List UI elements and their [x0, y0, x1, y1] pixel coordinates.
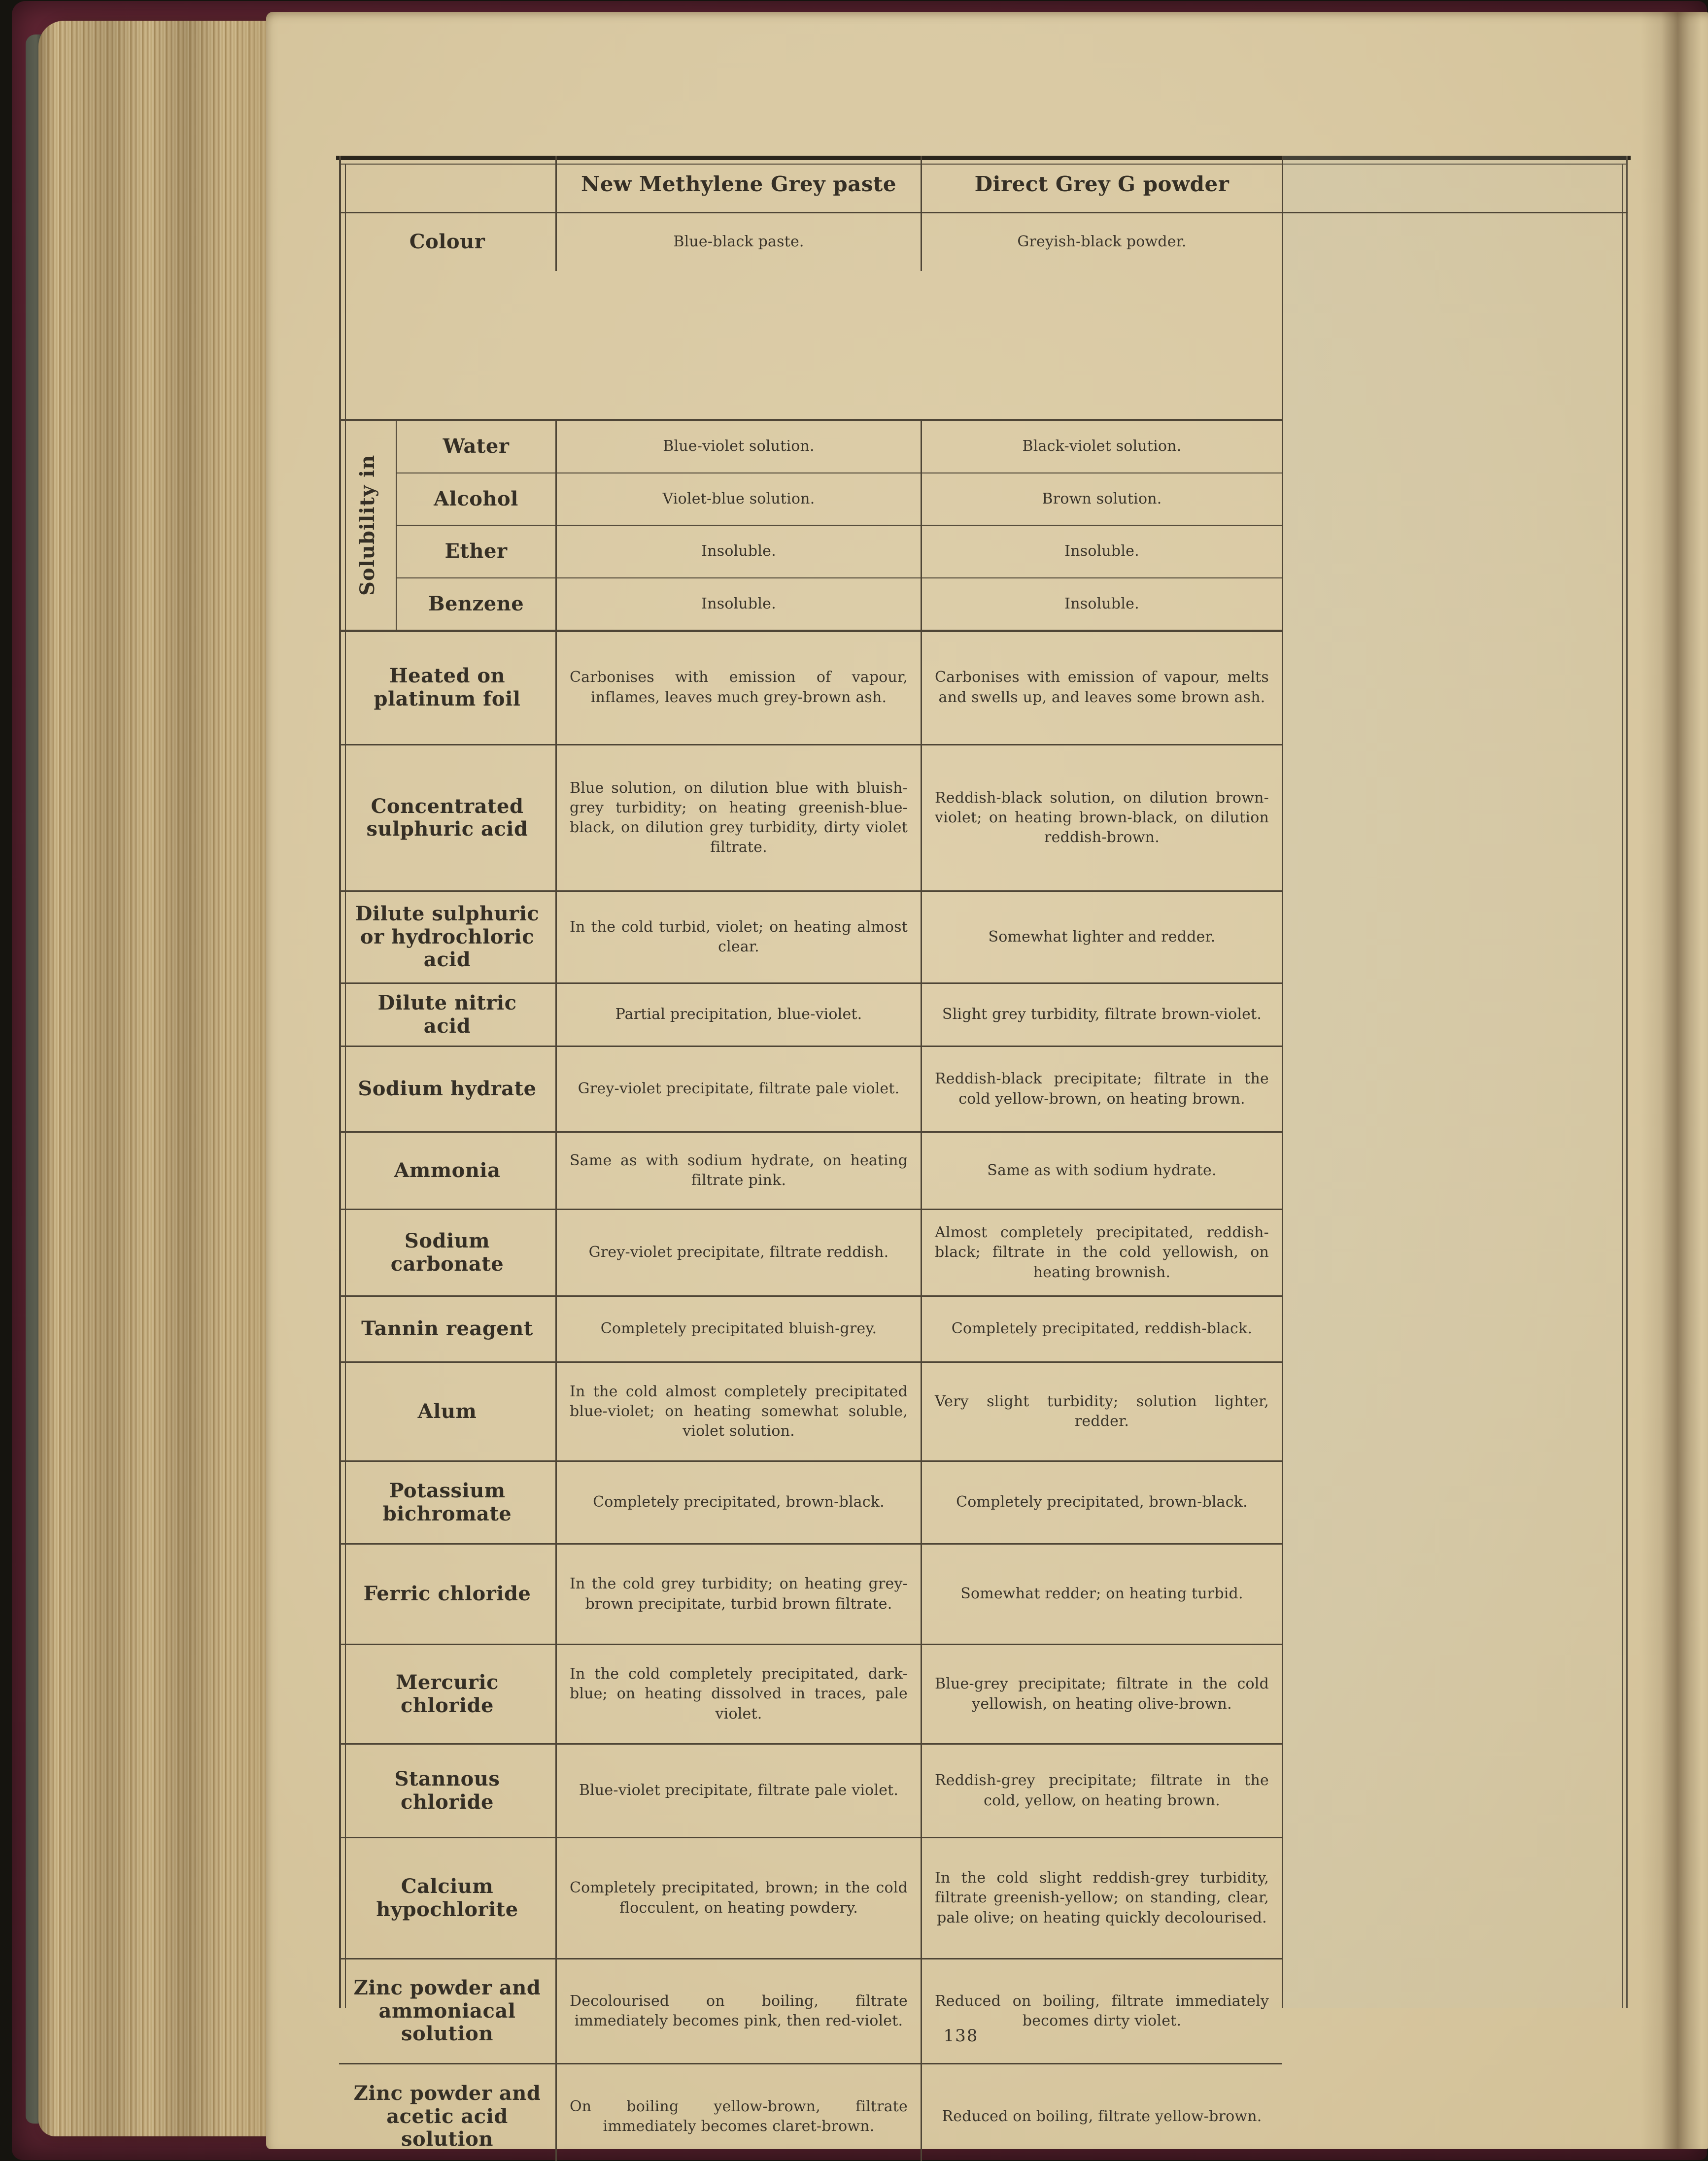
value-cell: Insoluble. — [555, 526, 921, 577]
value-cell: Somewhat lighter and redder. — [921, 892, 1282, 982]
table-row-water — [397, 420, 1282, 473]
value-cell: Insoluble. — [921, 526, 1282, 577]
table-row — [339, 1210, 1282, 1297]
table-row-ether — [397, 525, 1282, 577]
table-row — [339, 1745, 1282, 1838]
value-cell: Carbonises with emission of vapour, inflames, leaves much grey-brown ash. — [555, 631, 921, 744]
value-cell: In the cold completely precipitated, dark-blue; on heating dissolved in traces, pale violet. — [555, 1645, 921, 1743]
colour-row-double-rule — [339, 420, 1282, 421]
table-row — [339, 1959, 1282, 2064]
value-cell: Completely precipitated bluish-grey. — [555, 1297, 921, 1361]
row-label: Dilute sulphuric or hydrochloric acid — [355, 902, 540, 972]
table-row-benzene — [397, 577, 1282, 630]
value-cell: Reduced on boiling, filtrate immediately becomes dirty violet. — [921, 1959, 1282, 2063]
row-label: Mercuric chloride — [396, 1671, 499, 1717]
table-row — [339, 1133, 1282, 1210]
value-cell: Blue-grey precipitate; filtrate in the cold yellowish, on heating olive-brown. — [921, 1645, 1282, 1743]
table-row — [339, 631, 1282, 745]
row-label: Benzene — [428, 592, 524, 615]
table-row — [339, 1363, 1282, 1462]
value-cell: Blue solution, on dilution blue with bluish-grey turbidity; on heating greenish-blue-black, on dilution grey turbidity, dirty violet filtrate. — [555, 745, 921, 890]
row-label: Sodium carbonate — [390, 1229, 504, 1276]
value-cell: Very slight turbidity; solution lighter, redder. — [921, 1363, 1282, 1460]
row-label: Ammonia — [394, 1158, 501, 1182]
value-cell: Black-violet solution. — [921, 420, 1282, 473]
row-label: Concentrated sulphuric acid — [366, 794, 528, 841]
table-header-row — [339, 156, 1282, 213]
value-cell: Carbonises with emission of vapour, melts and swells up, and leaves some brown ash. — [921, 631, 1282, 744]
table-row — [339, 1047, 1282, 1133]
header-double-rule — [339, 212, 1628, 213]
book-page — [266, 12, 1708, 2149]
value-cell: In the cold turbid, violet; on heating almost clear. — [555, 892, 921, 982]
row-label: Alcohol — [434, 487, 518, 510]
row-label: Stannous chloride — [394, 1767, 500, 1814]
value-cell: Violet-blue solution. — [555, 473, 921, 525]
solubility-double-rule — [339, 631, 1282, 632]
empty-notes-column — [1282, 156, 1628, 2008]
value-cell: Almost completely precipitated, reddish-black; filtrate in the cold yellowish, on heating brownish. — [921, 1210, 1282, 1295]
row-label: Tannin reagent — [361, 1317, 533, 1341]
value-cell: Same as with sodium hydrate. — [921, 1133, 1282, 1209]
value-cell: Greyish-black powder. — [921, 213, 1282, 271]
value-cell: In the cold almost completely precipitated blue-violet; on heating somewhat soluble, violet solution. — [555, 1363, 921, 1460]
row-label: Potassium bichromate — [382, 1479, 512, 1525]
row-label: Dilute nitric acid — [377, 991, 517, 1038]
solubility-group — [339, 420, 1282, 631]
value-cell: Insoluble. — [921, 578, 1282, 630]
table-row — [339, 745, 1282, 892]
value-cell: Slight grey turbidity, filtrate brown-violet. — [921, 984, 1282, 1046]
row-label: Water — [443, 434, 510, 458]
value-cell: Completely precipitated, brown; in the cold flocculent, on heating powdery. — [555, 1838, 921, 1958]
value-cell: Blue-violet solution. — [555, 420, 921, 473]
header-cell-blank — [339, 156, 555, 212]
value-cell: Completely precipitated, brown-black. — [921, 1462, 1282, 1543]
value-cell: Reduced on boiling, filtrate yellow-brown. — [921, 2064, 1282, 2161]
row-label: Zinc powder and acetic acid solution — [353, 2082, 541, 2151]
row-label: Ether — [444, 540, 508, 563]
row-label: Ferric chloride — [363, 1582, 531, 1606]
value-cell: Completely precipitated, brown-black. — [555, 1462, 921, 1543]
value-cell: In the cold grey turbidity; on heating grey-brown precipitate, turbid brown filtrate. — [555, 1545, 921, 1644]
table-row — [339, 984, 1282, 1047]
value-cell: In the cold slight reddish-grey turbidity, filtrate greenish-yellow; on standing, clear, pale olive; on heating quickly decolourised. — [921, 1838, 1282, 1958]
table-row-alcohol — [397, 473, 1282, 525]
value-cell: Somewhat redder; on heating turbid. — [921, 1545, 1282, 1644]
value-cell: Insoluble. — [555, 578, 921, 630]
table-body — [339, 156, 1282, 2161]
empty-notes-column-header — [1283, 156, 1628, 213]
table-row — [339, 1545, 1282, 1645]
value-cell: Brown solution. — [921, 473, 1282, 525]
row-label: Colour — [409, 230, 485, 254]
page-gutter-shadow — [1641, 12, 1708, 2149]
solubility-group-label: Solubility in — [356, 454, 379, 596]
page-edge-stack — [38, 21, 278, 2136]
value-cell: Completely precipitated, reddish-black. — [921, 1297, 1282, 1361]
column-header-new-methylene-grey: New Methylene Grey paste — [555, 156, 921, 212]
value-cell: Reddish-grey precipitate; filtrate in the cold, yellow, on heating brown. — [921, 1745, 1282, 1837]
row-label: Alum — [417, 1399, 477, 1423]
value-cell: On boiling yellow-brown, filtrate immediately becomes claret-brown. — [555, 2064, 921, 2161]
value-cell: Same as with sodium hydrate, on heating filtrate pink. — [555, 1133, 921, 1209]
value-cell: Grey-violet precipitate, filtrate reddish. — [555, 1210, 921, 1295]
value-cell: Blue-black paste. — [555, 213, 921, 271]
table-row — [339, 2064, 1282, 2161]
solubility-rows — [396, 420, 1282, 630]
value-cell: Blue-violet precipitate, filtrate pale violet. — [555, 1745, 921, 1837]
column-header-direct-grey-g: Direct Grey G powder — [921, 156, 1282, 212]
value-cell: Reddish-black solution, on dilution brown-violet; on heating brown-black, on dilution reddish-brown. — [921, 745, 1282, 890]
row-label: Zinc powder and ammoniacal solution — [353, 1976, 541, 2046]
table-row — [339, 1645, 1282, 1745]
row-label: Calcium hypochlorite — [376, 1875, 518, 1921]
value-cell: Reddish-black precipitate; filtrate in the cold yellow-brown, on heating brown. — [921, 1047, 1282, 1131]
value-cell: Grey-violet precipitate, filtrate pale violet. — [555, 1047, 921, 1131]
table-row — [339, 1297, 1282, 1363]
table-row — [339, 892, 1282, 984]
table-row — [339, 1462, 1282, 1545]
row-label: Heated on platinum foil — [374, 664, 521, 710]
table-row-colour — [339, 213, 1282, 420]
value-cell: Partial precipitation, blue-violet. — [555, 984, 921, 1046]
page-number: 138 — [943, 2026, 979, 2046]
table-row — [339, 1838, 1282, 1959]
row-label: Sodium hydrate — [358, 1077, 537, 1101]
value-cell: Decolourised on boiling, filtrate immediately becomes pink, then red-violet. — [555, 1959, 921, 2063]
